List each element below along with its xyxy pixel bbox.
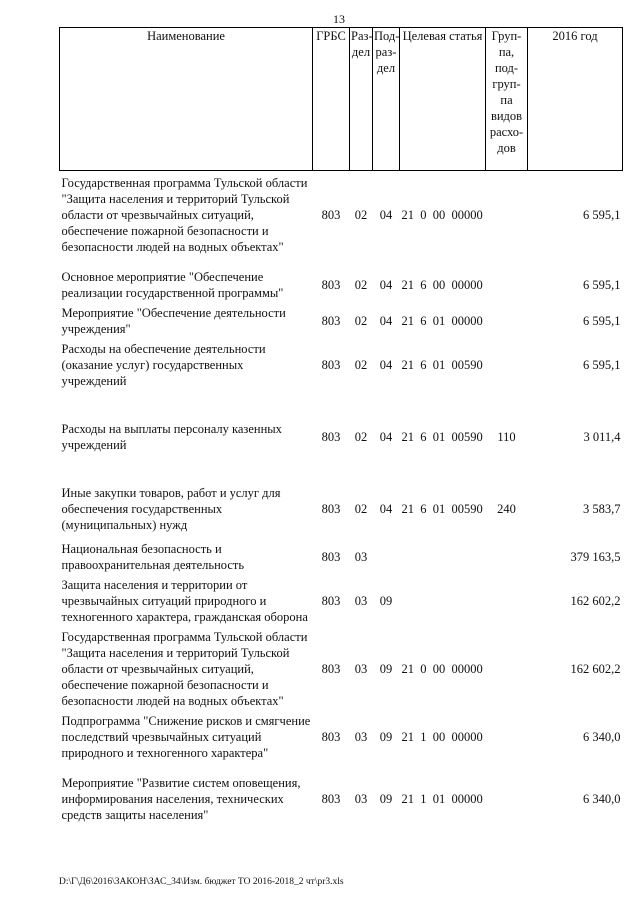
cell-group	[486, 175, 528, 255]
cell-razdel: 03	[354, 594, 368, 608]
table-row	[60, 541, 623, 573]
cell-podrazdel: 04	[379, 278, 393, 292]
cell-podrazdel: 04	[379, 430, 393, 444]
cell-name: Государственная программа Тульской области "Защита населения и территорий Тульской области от чрезвычайных ситуаций, обеспечение пожарной безопасности и безопасности людей на водных объектах"	[61, 176, 308, 254]
header-podrazdel: Под- раз- дел	[373, 28, 400, 171]
cell-amount: 6 595,1	[583, 278, 621, 292]
cell-podrazdel: 09	[379, 730, 393, 744]
cell-group	[486, 713, 528, 761]
cell-grbs: 803	[321, 792, 341, 806]
cell-amount: 162 602,2	[570, 594, 621, 608]
cell-target: 21 6 01 00590	[401, 502, 483, 516]
cell-amount: 6 595,1	[583, 314, 621, 328]
cell-name: Расходы на выплаты персоналу казенных учреждений	[61, 422, 282, 452]
cell-target: 21 1 01 00000	[401, 792, 483, 806]
cell-target	[400, 541, 486, 573]
cell-name: Защита населения и территории от чрезвычайных ситуаций природного и техногенного характера, гражданская оборона	[61, 578, 308, 624]
cell-grbs: 803	[321, 278, 341, 292]
table-row	[60, 305, 623, 337]
table-row	[60, 175, 623, 255]
cell-razdel: 03	[354, 730, 368, 744]
cell-group	[486, 577, 528, 625]
cell-target	[400, 577, 486, 625]
header-name: Наименование	[60, 28, 313, 171]
cell-grbs: 803	[321, 730, 341, 744]
cell-podrazdel	[373, 541, 400, 573]
table-row	[60, 421, 623, 453]
cell-group	[486, 341, 528, 389]
table-row	[60, 577, 623, 625]
cell-podrazdel: 04	[379, 358, 393, 372]
cell-grbs: 803	[321, 358, 341, 372]
row-spacer	[60, 453, 623, 485]
file-path-footer: D:\Г\Д6\2016\ЗАКОН\ЗАС_34\Изм. бюджет ТО 2016-2018_2 чт\рr3.xls	[59, 877, 344, 887]
row-spacer	[60, 761, 623, 775]
cell-target: 21 6 01 00000	[401, 314, 483, 328]
header-grbs: ГРБС	[313, 28, 350, 171]
cell-grbs: 803	[321, 502, 341, 516]
cell-grbs: 803	[321, 430, 341, 444]
table-row	[60, 713, 623, 761]
cell-podrazdel: 09	[379, 662, 393, 676]
cell-amount: 6 340,0	[583, 730, 621, 744]
cell-amount: 379 163,5	[570, 550, 621, 564]
cell-target: 21 0 00 00000	[401, 662, 483, 676]
cell-group	[486, 305, 528, 337]
cell-razdel: 03	[354, 792, 368, 806]
cell-grbs: 803	[321, 314, 341, 328]
cell-group: 240	[497, 502, 516, 516]
cell-podrazdel: 09	[379, 594, 393, 608]
table-row	[60, 341, 623, 389]
cell-grbs: 803	[321, 594, 341, 608]
budget-table	[59, 27, 623, 823]
table-row	[60, 269, 623, 301]
cell-podrazdel: 04	[379, 208, 393, 222]
cell-amount: 3 011,4	[583, 430, 621, 444]
header-year: 2016 год	[528, 28, 623, 171]
cell-name: Мероприятие "Обеспечение деятельности учреждения"	[61, 306, 286, 336]
header-razdel: Раз- дел	[350, 28, 373, 171]
cell-razdel: 02	[354, 358, 368, 372]
cell-target: 21 6 00 00000	[401, 278, 483, 292]
header-group: Груп- па, под- груп- па видов расхо- дов	[486, 28, 528, 171]
cell-razdel: 02	[354, 502, 368, 516]
table-row	[60, 775, 623, 823]
cell-grbs: 803	[321, 550, 341, 564]
cell-amount: 162 602,2	[570, 662, 621, 676]
table-header-row	[60, 28, 623, 171]
cell-target: 21 6 01 00590	[401, 358, 483, 372]
row-spacer	[60, 389, 623, 421]
cell-amount: 6 595,1	[583, 358, 621, 372]
cell-target: 21 0 00 00000	[401, 208, 483, 222]
cell-group	[486, 629, 528, 709]
cell-name: Иные закупки товаров, работ и услуг для обеспечения государственных (муниципальных) нужд	[61, 486, 281, 532]
cell-group	[486, 541, 528, 573]
cell-name: Расходы на обеспечение деятельности (оказание услуг) государственных учреждений	[61, 342, 266, 388]
cell-grbs: 803	[321, 208, 341, 222]
table-row	[60, 485, 623, 533]
page-number: 13	[333, 12, 345, 26]
row-spacer	[60, 255, 623, 269]
cell-name: Мероприятие "Развитие систем оповещения, информирования населения, технических средств защиты населения"	[61, 776, 301, 822]
cell-target: 21 6 01 00590	[401, 430, 483, 444]
cell-razdel: 02	[354, 278, 368, 292]
cell-target: 21 1 00 00000	[401, 730, 483, 744]
cell-podrazdel: 09	[379, 792, 393, 806]
cell-amount: 6 340,0	[583, 792, 621, 806]
cell-podrazdel: 04	[379, 502, 393, 516]
cell-group	[486, 269, 528, 301]
header-target: Целевая статья	[400, 28, 486, 171]
row-spacer	[60, 533, 623, 541]
cell-name: Государственная программа Тульской области "Защита населения и территорий Тульской области от чрезвычайных ситуаций, обеспечение пожарной безопасности и безопасности людей на водных объектах"	[61, 630, 308, 708]
cell-amount: 6 595,1	[583, 208, 621, 222]
cell-name: Основное мероприятие "Обеспечение реализации государственной программы"	[61, 270, 284, 300]
cell-razdel: 02	[354, 314, 368, 328]
cell-group: 110	[497, 430, 516, 444]
cell-razdel: 02	[354, 208, 368, 222]
cell-name: Подпрограмма "Снижение рисков и смягчение последствий чрезвычайных ситуаций природного и техногенного характера"	[61, 714, 311, 760]
cell-razdel: 03	[354, 662, 368, 676]
cell-podrazdel: 04	[379, 314, 393, 328]
cell-amount: 3 583,7	[583, 502, 621, 516]
cell-razdel: 03	[354, 550, 368, 564]
cell-razdel: 02	[354, 430, 368, 444]
table-row	[60, 629, 623, 709]
cell-group	[486, 775, 528, 823]
cell-name: Национальная безопасность и правоохранительная деятельность	[61, 542, 245, 572]
cell-grbs: 803	[321, 662, 341, 676]
